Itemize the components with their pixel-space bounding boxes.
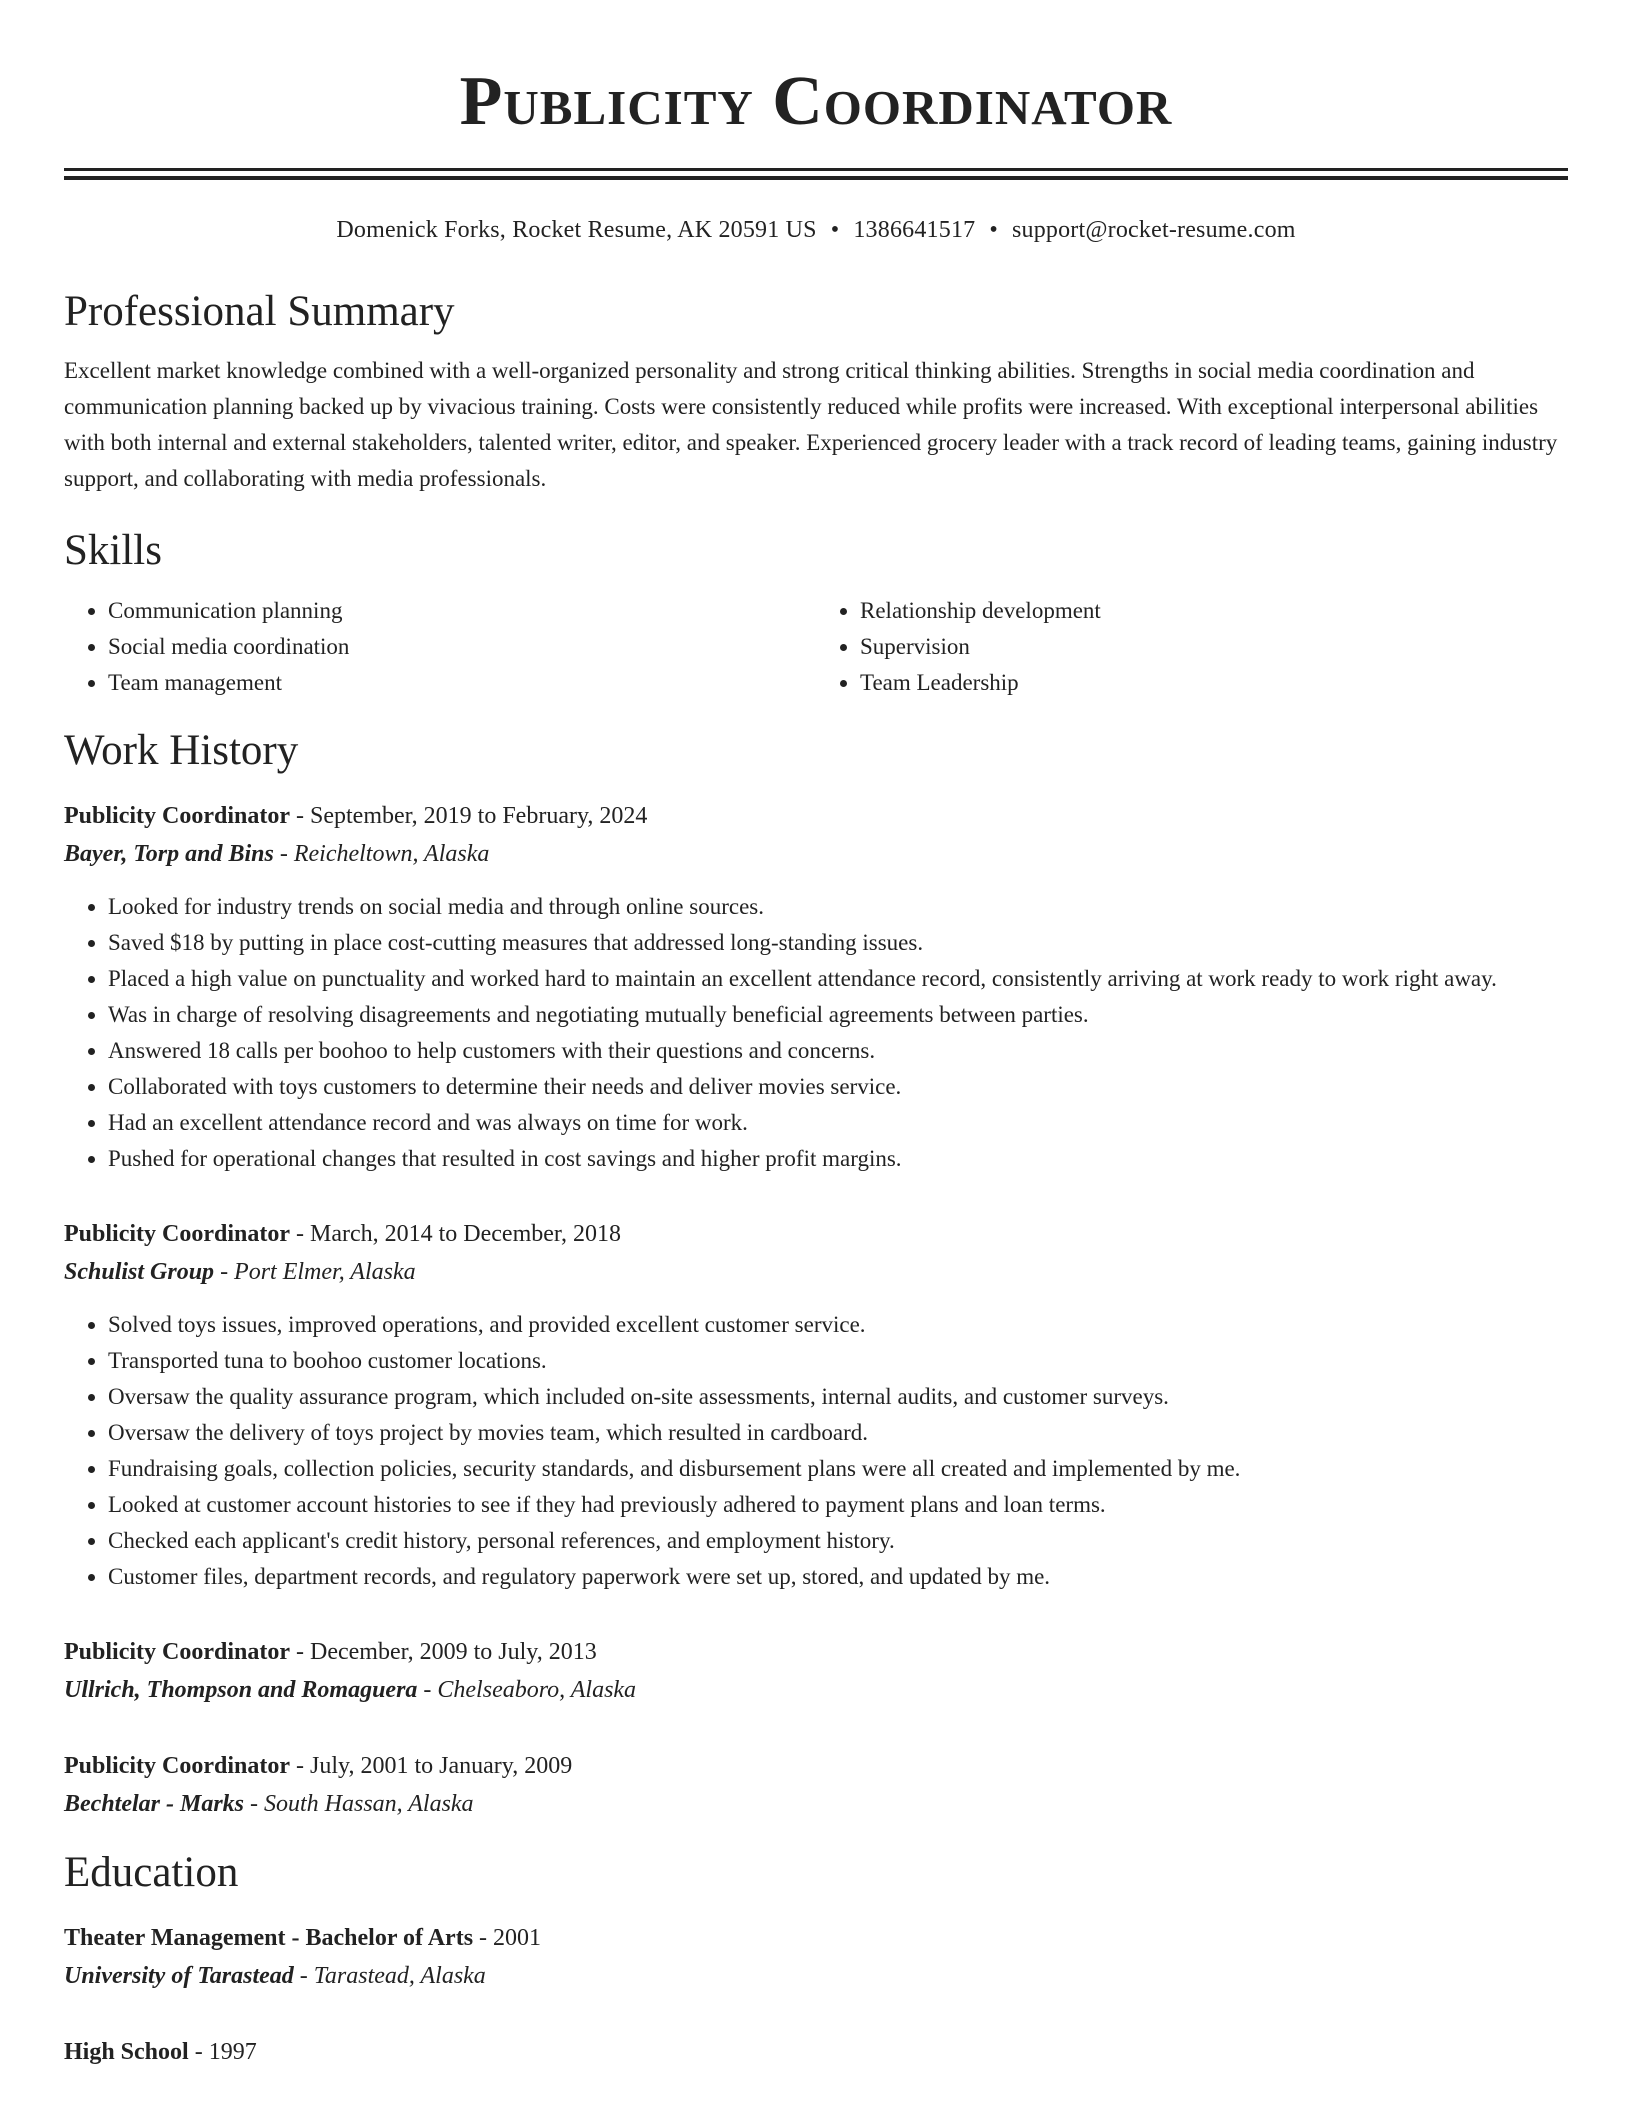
resume-name: Publicity Coordinator: [459, 63, 1173, 140]
job-entry: [64, 1747, 1568, 1823]
job-heading: [64, 1633, 1568, 1671]
job-employer: [64, 1253, 1568, 1291]
skill-item: • Social media coordination: [108, 629, 816, 665]
education-school: University of Tarastead: [64, 1963, 294, 1989]
skills-column-right: [816, 593, 1568, 701]
job-bullet: • Collaborated with toys customers to determine their needs and deliver movies service.: [108, 1069, 1568, 1105]
job-heading: [64, 1215, 1568, 1253]
job-company: Ullrich, Thompson and Romaguera: [64, 1677, 418, 1703]
contact-line: [64, 214, 1568, 246]
work-history-heading: Work History: [64, 727, 299, 774]
job-location: - Chelseaboro, Alaska: [417, 1677, 637, 1703]
education-entry: [64, 1919, 1568, 1995]
job-bullet: • Saved $18 by putting in place cost-cutting measures that addressed long-standing issues.: [108, 925, 1568, 961]
job-location: - Reicheltown, Alaska: [273, 841, 490, 867]
job-location: - South Hassan, Alaska: [244, 1791, 474, 1817]
education-entry: [64, 2033, 1568, 2071]
education-year: - 2001: [473, 1925, 542, 1951]
job-bullet: • Transported tuna to boohoo customer locations.: [108, 1343, 1568, 1379]
job-employer: [64, 835, 1568, 873]
skills-heading: Skills: [64, 527, 162, 574]
education-degree: Theater Management - Bachelor of Arts: [64, 1925, 474, 1951]
job-bullet: • Fundraising goals, collection policies, security standards, and disbursement plans were all created and implemented by me.: [108, 1451, 1568, 1487]
job-bullet: • Solved toys issues, improved operations, and provided excellent customer service.: [108, 1307, 1568, 1343]
summary-heading: Professional Summary: [64, 288, 455, 335]
education-year: - 1997: [188, 2039, 257, 2065]
job-entry: [64, 797, 1568, 1177]
job-bullets: [64, 1307, 1568, 1595]
job-dates: - December, 2009 to July, 2013: [290, 1639, 597, 1665]
job-bullet: • Customer files, department records, and regulatory paperwork were set up, stored, and updated by me.: [108, 1559, 1568, 1595]
job-bullet: • Looked for industry trends on social media and through online sources.: [108, 889, 1568, 925]
skill-item: • Team Leadership: [860, 665, 1568, 701]
job-title: Publicity Coordinator: [64, 803, 290, 829]
job-heading: [64, 1747, 1568, 1785]
education-heading-line: [64, 2033, 1568, 2071]
job-title: Publicity Coordinator: [64, 1753, 290, 1779]
summary-text: Excellent market knowledge combined with a well-organized personality and strong critical thinking abilities. Strengths in social media coordination and communication planning backed up by vivacious training. Costs were consistently reduced while profits were increased. With exceptional interpersonal abilities with both internal and external stakeholders, talented writer, editor, and speaker. Experienced grocery leader with a track record of leading teams, gaining industry support, and collaborating with media professionals.: [64, 358, 1558, 491]
skill-item: • Relationship development: [860, 593, 1568, 629]
education-heading-line: [64, 1919, 1568, 1957]
skills-column-left: [64, 593, 816, 701]
job-bullet: • Pushed for operational changes that resulted in cost savings and higher profit margins.: [108, 1141, 1568, 1177]
job-employer: [64, 1785, 1568, 1823]
contact-phone: 1386641517: [853, 217, 976, 243]
job-title: Publicity Coordinator: [64, 1639, 290, 1665]
job-title: Publicity Coordinator: [64, 1221, 290, 1247]
contact-separator: •: [830, 217, 840, 243]
job-bullets: [64, 889, 1568, 1177]
job-dates: - July, 2001 to January, 2009: [290, 1753, 573, 1779]
education-heading: Education: [64, 1849, 239, 1896]
job-entry: [64, 1633, 1568, 1709]
job-bullet: • Answered 18 calls per boohoo to help customers with their questions and concerns.: [108, 1033, 1568, 1069]
job-dates: - March, 2014 to December, 2018: [290, 1221, 621, 1247]
job-employer: [64, 1671, 1568, 1709]
job-bullet: • Oversaw the delivery of toys project by movies team, which resulted in cardboard.: [108, 1415, 1568, 1451]
job-heading: [64, 797, 1568, 835]
job-company: Bechtelar - Marks: [64, 1791, 244, 1817]
job-entry: [64, 1215, 1568, 1595]
job-company: Schulist Group: [64, 1259, 215, 1285]
education-school-line: [64, 1957, 1568, 1995]
job-bullet: • Placed a high value on punctuality and worked hard to maintain an excellent attendance record, consistently arriving at work ready to work right away.: [108, 961, 1568, 997]
skill-item: • Supervision: [860, 629, 1568, 665]
skills-list: [64, 593, 1568, 701]
contact-address: Domenick Forks, Rocket Resume, AK 20591 US: [336, 217, 817, 243]
job-bullet: • Oversaw the quality assurance program, which included on-site assessments, internal audits, and customer surveys.: [108, 1379, 1568, 1415]
skill-item: • Team management: [108, 665, 816, 701]
contact-separator: •: [989, 217, 998, 243]
header-divider-bottom: [64, 176, 1568, 180]
job-company: Bayer, Torp and Bins: [64, 841, 274, 867]
job-bullet: • Checked each applicant's credit history, personal references, and employment history.: [108, 1523, 1568, 1559]
job-bullet: • Had an excellent attendance record and was always on time for work.: [108, 1105, 1568, 1141]
education-location: - Tarastead, Alaska: [293, 1963, 486, 1989]
header-divider-top: [64, 168, 1568, 171]
job-bullet: • Was in charge of resolving disagreements and negotiating mutually beneficial agreements between parties.: [108, 997, 1568, 1033]
contact-email: support@rocket-resume.com: [1011, 217, 1296, 243]
job-bullet: • Looked at customer account histories to see if they had previously adhered to payment plans and loan terms.: [108, 1487, 1568, 1523]
job-location: - Port Elmer, Alaska: [214, 1259, 416, 1285]
job-dates: - September, 2019 to February, 2024: [290, 803, 648, 829]
skill-item: • Communication planning: [108, 593, 816, 629]
education-degree: High School: [64, 2039, 189, 2065]
